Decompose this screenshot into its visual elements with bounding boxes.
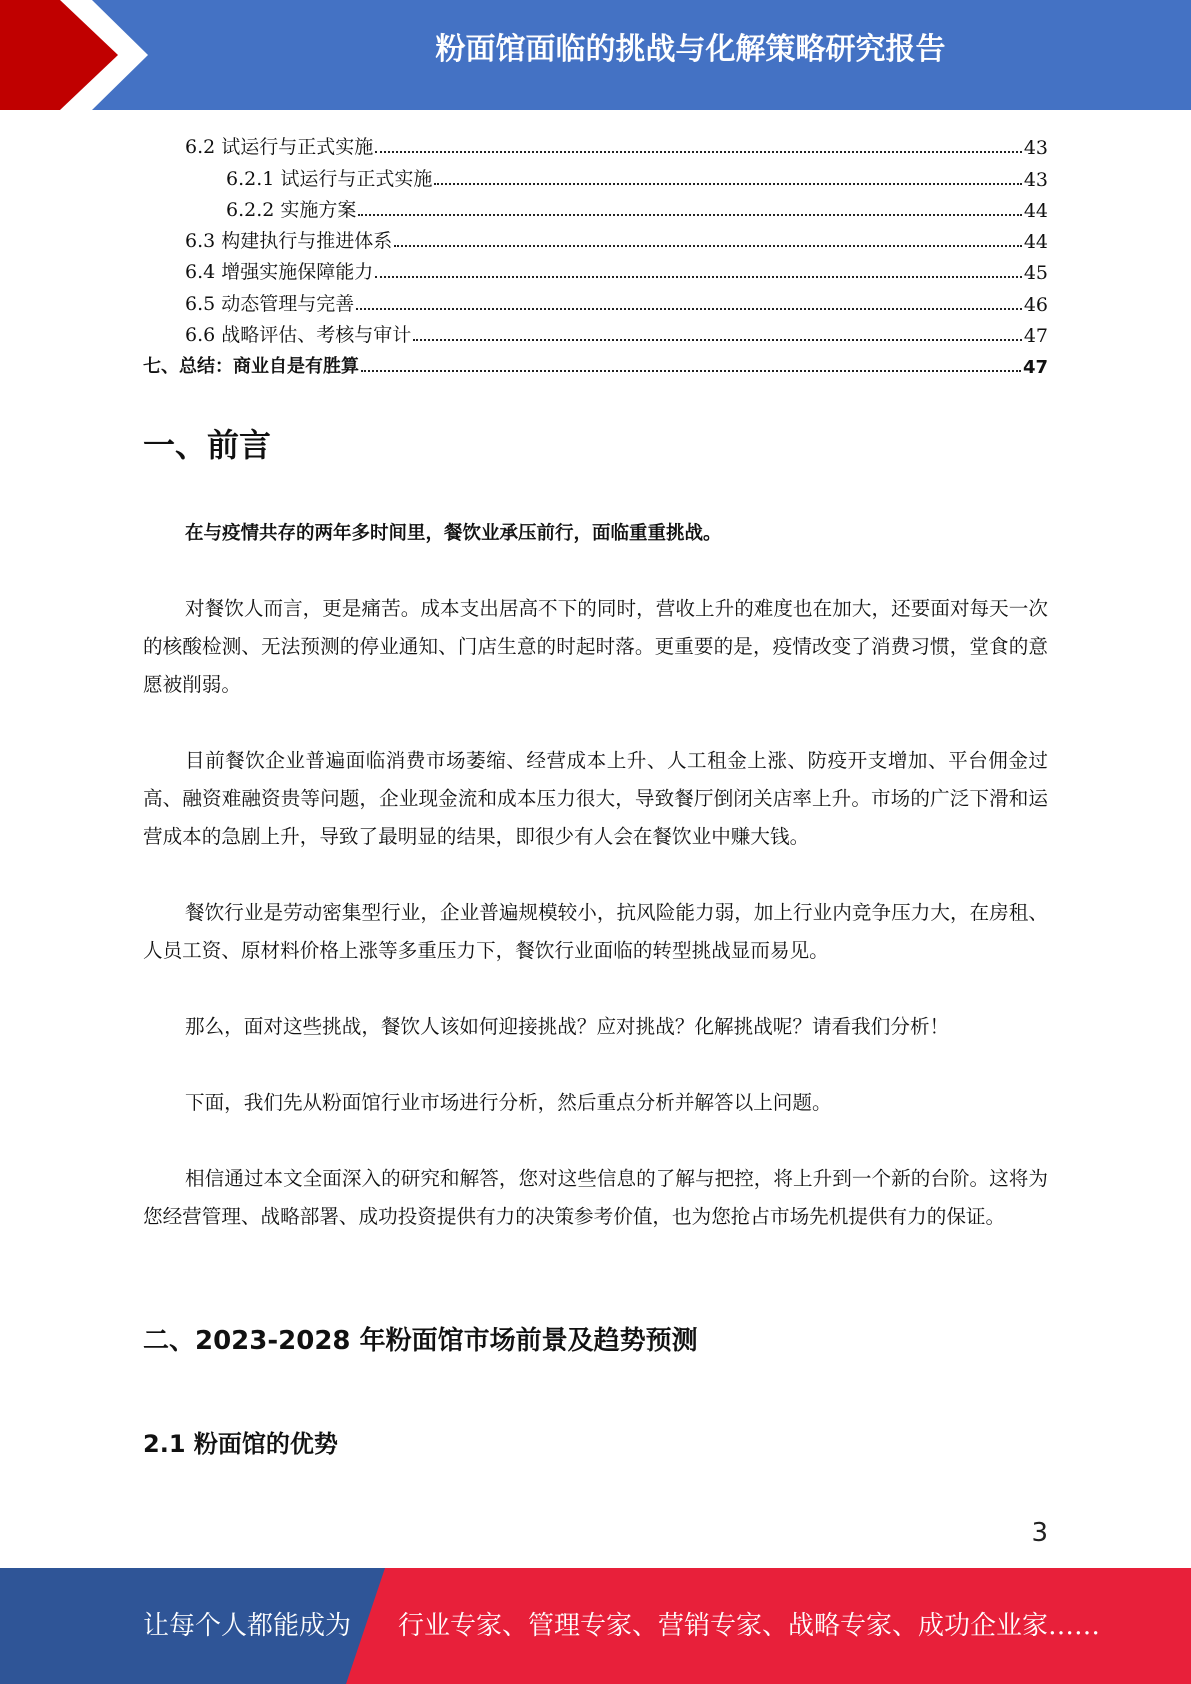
toc-page-number: 43 <box>1023 137 1048 160</box>
body-paragraph: 对餐饮人而言，更是痛苦。成本支出居高不下的同时，营收上升的难度也在加大，还要面对每天一次的核酸检测、无法预测的停业通知、门店生意的时起时落。更重要的是，疫情改变了消费习惯，堂食的意愿被削弱。 <box>143 597 1048 696</box>
toc-leader-dots <box>358 214 1021 216</box>
toc-page-number: 46 <box>1023 293 1048 316</box>
section-heading: 二、2023-2028 年粉面馆市场前景及趋势预测 <box>143 1326 698 1356</box>
toc-page-number: 47 <box>1023 325 1048 348</box>
page-header <box>0 0 1191 110</box>
toc-page-number: 43 <box>1023 168 1048 191</box>
page-footer <box>0 1568 1191 1684</box>
table-of-contents <box>143 128 1048 378</box>
toc-entry[interactable] <box>143 284 1048 315</box>
toc-page-number: 44 <box>1023 199 1048 222</box>
section-heading: 一、前言 <box>143 426 272 464</box>
body-paragraph: 相信通过本文全面深入的研究和解答，您对这些信息的了解与把控，将上升到一个新的台阶。这将为您经营管理、战略部署、成功投资提供有力的决策参考价值，也为您抢占市场先机提供有力的保证。 <box>143 1167 1048 1228</box>
toc-page-number: 47 <box>1022 357 1048 379</box>
toc-entry[interactable] <box>143 316 1048 347</box>
subsection-heading: 2.1 粉面馆的优势 <box>143 1430 338 1458</box>
footer-slogan-left: 让每个人都能成为 <box>143 1611 352 1641</box>
toc-leader-dots <box>413 339 1022 341</box>
toc-entry[interactable] <box>143 222 1048 253</box>
toc-entry[interactable] <box>143 128 1048 159</box>
lead-paragraph: 在与疫情共存的两年多时间里，餐饮业承压前行，面临重重挑战。 <box>185 523 722 544</box>
toc-entry[interactable] <box>143 191 1048 222</box>
footer-slogan-right: 行业专家、管理专家、营销专家、战略专家、成功企业家…… <box>398 1611 1101 1641</box>
toc-entry[interactable] <box>143 347 1048 378</box>
toc-entry-label: 6.2.2 实施方案 <box>143 195 358 222</box>
toc-leader-dots <box>375 276 1022 278</box>
body-paragraph: 目前餐饮企业普遍面临消费市场萎缩、经营成本上升、人工租金上涨、防疫开支增加、平台佣金过高、融资难融资贵等问题，企业现金流和成本压力很大，导致餐厅倒闭关店率上升。市场的广泛下滑和运营成本的急剧上升，导致了最明显的结果，即很少有人会在餐饮业中赚大钱。 <box>143 749 1048 848</box>
toc-leader-dots <box>434 183 1021 185</box>
toc-leader-dots <box>375 151 1022 153</box>
header-arrow-decoration <box>0 0 160 110</box>
toc-entry[interactable] <box>143 253 1048 284</box>
toc-entry-label: 七、总结：商业自是有胜算 <box>143 352 361 378</box>
toc-page-number: 44 <box>1023 231 1048 254</box>
toc-entry-label: 6.6 战略评估、考核与审计 <box>143 320 413 347</box>
body-paragraph: 下面，我们先从粉面馆行业市场进行分析，然后重点分析并解答以上问题。 <box>185 1091 832 1114</box>
document-title: 粉面馆面临的挑战与化解策略研究报告 <box>435 32 946 67</box>
page-number: 3 <box>1031 1518 1048 1548</box>
body-paragraph: 那么，面对这些挑战，餐饮人该如何迎接挑战？应对挑战？化解挑战呢？请看我们分析！ <box>185 1015 950 1038</box>
toc-entry-label: 6.2.1 试运行与正式实施 <box>143 164 434 191</box>
toc-entry-label: 6.4 增强实施保障能力 <box>143 257 375 284</box>
toc-entry[interactable] <box>143 159 1048 190</box>
toc-page-number: 45 <box>1023 262 1048 285</box>
body-paragraph: 餐饮行业是劳动密集型行业，企业普遍规模较小，抗风险能力弱，加上行业内竞争压力大，在房租、人员工资、原材料价格上涨等多重压力下，餐饮行业面临的转型挑战显而易见。 <box>143 901 1048 962</box>
toc-leader-dots <box>394 245 1022 247</box>
toc-leader-dots <box>356 308 1022 310</box>
toc-entry-label: 6.3 构建执行与推进体系 <box>143 226 394 253</box>
toc-entry-label: 6.5 动态管理与完善 <box>143 289 356 316</box>
toc-entry-label: 6.2 试运行与正式实施 <box>143 132 375 159</box>
toc-leader-dots <box>361 370 1021 372</box>
